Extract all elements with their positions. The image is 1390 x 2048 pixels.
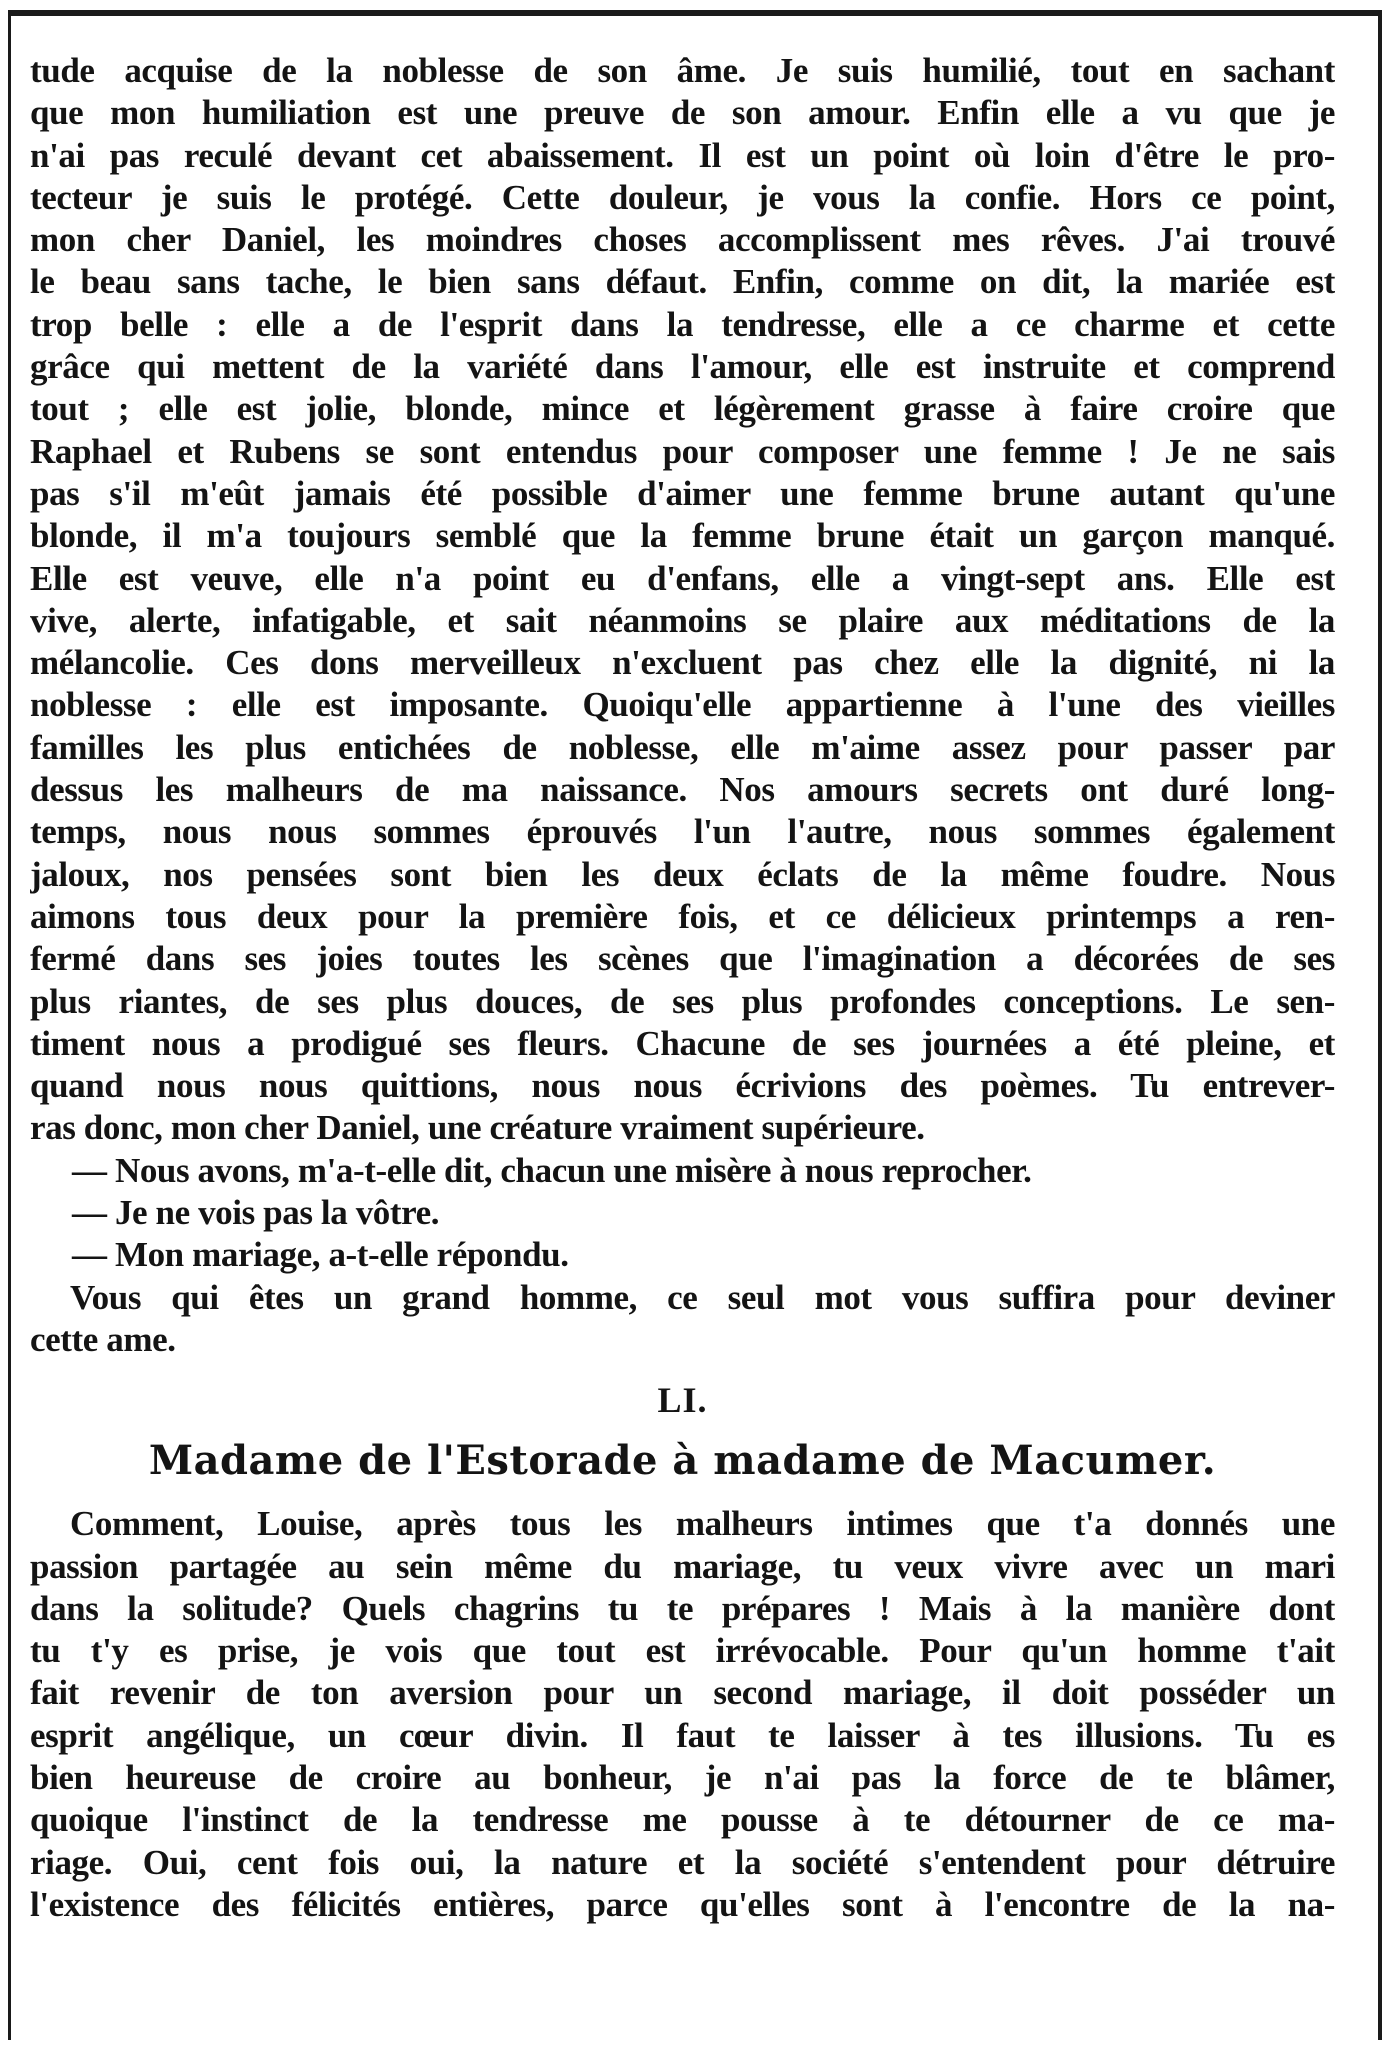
- text-line: plus riantes, de ses plus douces, de ses plus profondes conceptions. Le sen-: [30, 981, 1335, 1021]
- text-line: mélancolie. Ces dons merveilleux n'excluent pas chez elle la dignité, ni la: [30, 643, 1335, 683]
- text-line: que mon humiliation est une preuve de son amour. Enfin elle a vu que je: [30, 93, 1335, 133]
- text-line: dessus les malheurs de ma naissance. Nos amours secrets ont duré long-: [30, 770, 1335, 810]
- text-line: pas s'il m'eût jamais été possible d'aimer une femme brune autant qu'une: [30, 473, 1335, 513]
- section-title: Madame de l'Estorade à madame de Macumer.: [148, 1437, 1217, 1485]
- text-line: trop belle : elle a de l'esprit dans la tendresse, elle a ce charme et cette: [30, 304, 1335, 344]
- section-number: LI.: [657, 1380, 708, 1421]
- text-line: noblesse : elle est imposante. Quoiqu'elle appartienne à l'une des vieilles: [30, 685, 1335, 725]
- text-line: passion partagée au sein même du mariage, tu veux vivre avec un mari: [30, 1546, 1335, 1586]
- text-line: familles les plus entichées de noblesse, elle m'aime assez pour passer par: [30, 727, 1335, 767]
- text-line: l'existence des félicités entières, parce qu'elles sont à l'encontre de la na-: [30, 1884, 1335, 1924]
- text-line: Elle est veuve, elle n'a point eu d'enfans, elle a vingt-sept ans. Elle est: [30, 558, 1335, 598]
- text-line: tecteur je suis le protégé. Cette douleur, je vous la confie. Hors ce point,: [30, 177, 1335, 217]
- text-line: riage. Oui, cent fois oui, la nature et la société s'entendent pour détruire: [30, 1842, 1335, 1882]
- left-column-rule: [8, 10, 11, 2040]
- dialogue-line: — Mon mariage, a-t-elle répondu.: [72, 1235, 569, 1275]
- text-line: blonde, il m'a toujours semblé que la femme brune était un garçon manqué.: [30, 516, 1335, 556]
- text-line: tu t'y es prise, je vois que tout est irrévocable. Pour qu'un homme t'ait: [30, 1631, 1335, 1671]
- dialogue-block: [30, 1150, 1335, 1277]
- top-rule: [8, 10, 1382, 16]
- text-line: fermé dans ses joies toutes les scènes que l'imagination a décorées de ses: [30, 939, 1335, 979]
- text-line: grâce qui mettent de la variété dans l'amour, elle est instruite et comprend: [30, 347, 1335, 387]
- text-line: jaloux, nos pensées sont bien les deux éclats de la même foudre. Nous: [30, 854, 1335, 894]
- text-line: ras donc, mon cher Daniel, une créature vraiment supérieure.: [30, 1108, 925, 1148]
- text-line: Raphael et Rubens se sont entendus pour composer une femme ! Je ne sais: [30, 431, 1335, 471]
- text-line: cette ame.: [30, 1319, 176, 1359]
- text-line: timent nous a prodigué ses fleurs. Chacune de ses journées a été pleine, et: [30, 1023, 1335, 1063]
- text-line: tude acquise de la noblesse de son âme. Je suis humilié, tout en sachant: [30, 51, 1335, 90]
- text-line: quand nous nous quittions, nous nous écrivions des poèmes. Tu entrever-: [30, 1066, 1335, 1106]
- dialogue-line: — Je ne vois pas la vôtre.: [72, 1193, 440, 1233]
- text-line: quoique l'instinct de la tendresse me pousse à te détourner de ce ma-: [30, 1800, 1335, 1840]
- text-line: bien heureuse de croire au bonheur, je n'ai pas la force de te blâmer,: [30, 1757, 1335, 1797]
- text-line: le beau sans tache, le bien sans défaut. Enfin, comme on dit, la mariée est: [30, 262, 1335, 302]
- text-line: fait revenir de ton aversion pour un second mariage, il doit posséder un: [30, 1673, 1335, 1713]
- text-line: n'ai pas reculé devant cet abaissement. Il est un point où loin d'être le pro-: [30, 135, 1335, 175]
- text-line: Vous qui êtes un grand homme, ce seul mot vous suffira pour deviner: [70, 1277, 1335, 1317]
- text-line: mon cher Daniel, les moindres choses accomplissent mes rêves. J'ai trouvé: [30, 220, 1335, 260]
- right-column-rule: [1378, 10, 1382, 2040]
- closing-paragraph: [30, 1277, 1335, 1362]
- dialogue-line: — Nous avons, m'a-t-elle dit, chacun une misère à nous reprocher.: [72, 1150, 1032, 1190]
- new-letter-body: [30, 1503, 1335, 1926]
- text-line: Comment, Louise, après tous les malheurs intimes que t'a donnés une: [70, 1504, 1335, 1544]
- text-line: dans la solitude? Quels chagrins tu te prépares ! Mais à la manière dont: [30, 1588, 1335, 1628]
- text-line: esprit angélique, un cœur divin. Il faut te laisser à tes illusions. Tu es: [30, 1715, 1335, 1755]
- text-line: vive, alerte, infatigable, et sait néanmoins se plaire aux méditations de la: [30, 600, 1335, 640]
- text-column: [30, 50, 1335, 1926]
- text-line: temps, nous nous sommes éprouvés l'un l'autre, nous sommes également: [30, 812, 1335, 852]
- letter-continuation: [30, 50, 1335, 1150]
- text-line: tout ; elle est jolie, blonde, mince et légèrement grasse à faire croire que: [30, 389, 1335, 429]
- text-line: aimons tous deux pour la première fois, et ce délicieux printemps a ren-: [30, 896, 1335, 936]
